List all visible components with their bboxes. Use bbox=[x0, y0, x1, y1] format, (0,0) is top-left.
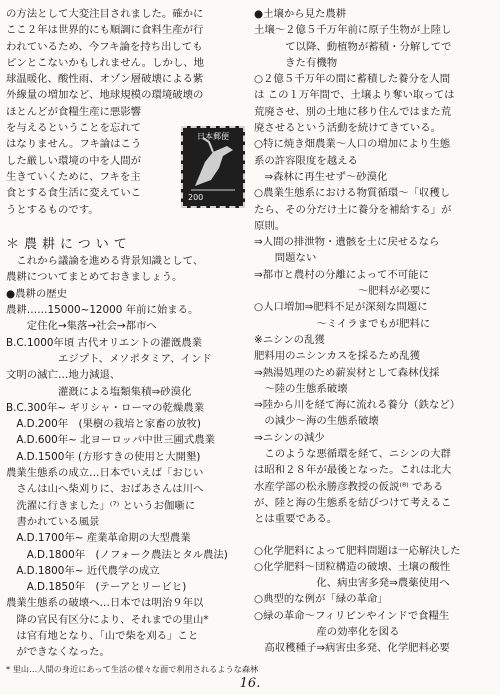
text-line: このような悪循環を経て、ニシンの大群 bbox=[254, 448, 451, 461]
history-line: B.C.1000年頃 古代オリエントの灌漑農業 bbox=[6, 336, 202, 349]
soil-section bbox=[254, 22, 496, 332]
text-line: ここ２年は世界的にも順調に食料生産が行 bbox=[6, 24, 204, 37]
text-line: うとするものです。 bbox=[6, 203, 99, 216]
text-line: ○農業生態系における物質循環～「収穫し bbox=[254, 187, 451, 200]
text-line: ○化学肥料によって肥料問題は一応解決した bbox=[254, 544, 461, 557]
text-line: 問題ない bbox=[254, 252, 317, 265]
history-line: A.D.1850年 (テーアとリービヒ) bbox=[6, 581, 187, 594]
text-line: ○化学肥料～団粒構造の破壊、土壌の酸性 bbox=[254, 560, 451, 573]
text-line: 生きていくために、フキを主 bbox=[6, 170, 141, 183]
section-heading: ●土壌から見た農耕 bbox=[254, 8, 347, 20]
text-line: ⇒ニシンの減少 bbox=[254, 431, 325, 444]
history-heading: ●農耕の歴史 bbox=[6, 287, 68, 300]
right-column bbox=[254, 6, 496, 657]
history-line: は官有地となり、「山で柴を刈る」こと bbox=[6, 629, 199, 642]
history-line: 文明の滅亡…地力減退、 bbox=[6, 369, 121, 382]
text-line: 廃させるという活動を続けてきている。 bbox=[254, 122, 442, 135]
text-line: 産の効率化を図る bbox=[254, 625, 400, 638]
stamp-title: 日本郵便 bbox=[197, 132, 229, 141]
text-line: 水産学部の松永勝彦教授の仮説⁽⁸⁾ である bbox=[254, 480, 444, 493]
footnote: * 里山…人間の身近にあって生活の様々な面で利用されるような森林 bbox=[6, 663, 259, 674]
history-line: A.D.1700年~ 産業革命期の大型農業 bbox=[6, 532, 191, 545]
text-line: 土壌～２億５千万年前に原子生物が上陸し bbox=[254, 24, 452, 37]
text-line: ○２億５千万年の間に蓄積した養分を人間 bbox=[254, 73, 451, 86]
history-line: A.D.200年 (果樹の栽培と家畜の放牧) bbox=[6, 418, 201, 431]
text-line: ○特に焼き畑農業～人口の増加により生態 bbox=[254, 138, 451, 151]
history-line: 降の官民有区分により、それまでの里山* bbox=[6, 613, 209, 626]
text-line: われているため、今フキ論を持ち出しても bbox=[6, 40, 203, 53]
text-line: ○典型的な例が「緑の革命」 bbox=[254, 593, 388, 606]
text-line: 外線量の増加など、地球規模の環境破壊の bbox=[6, 89, 204, 102]
history-line: A.D.1500年 (方形すきの使用と大開墾) bbox=[6, 450, 201, 463]
stamp-value: 200 bbox=[188, 193, 204, 202]
text-line: きた有機物 bbox=[254, 56, 338, 69]
text-line: て以降、動植物が蓄積・分解してで bbox=[254, 40, 452, 53]
section-title: ＊農耕について bbox=[6, 236, 132, 252]
text-line: の方法として大変注目されました。確かに bbox=[6, 8, 204, 20]
history-line: A.D.1800年 (ノフォーク農法とタル農法) bbox=[6, 548, 228, 561]
text-line: 原則。 bbox=[254, 219, 286, 232]
history-line: 洗濯に行きました」⁽⁷⁾ というお伽噺に bbox=[6, 499, 196, 512]
text-line: ○人口増加⇒肥料不足が深刻な問題に bbox=[254, 301, 428, 314]
history-line: 農耕……15000~12000 年前に始まる。 bbox=[6, 304, 199, 317]
history-list bbox=[6, 302, 250, 661]
text-line: ○緑の革命～フィリピンやインドで食糧生 bbox=[254, 609, 450, 622]
history-line: エジプト、メソポタミア、インド bbox=[6, 352, 212, 365]
text-line: ピンとこないかもしれません。しかし、地 bbox=[6, 56, 205, 69]
text-line: が、陸と海の生態系を結びつけて考えるこ bbox=[254, 496, 452, 509]
text-line: これから議論を進める背景知識として、 bbox=[6, 255, 204, 268]
postage-stamp-image bbox=[181, 126, 245, 208]
text-line: ～肥料が必要に bbox=[254, 285, 431, 298]
text-line: 高収穫種子⇒病害虫多発、化学肥料必要 bbox=[254, 642, 450, 655]
history-line: ができなくなった。 bbox=[6, 646, 110, 659]
history-line: A.D.1800年~ 近代農学の成立 bbox=[6, 564, 160, 577]
text-line: はなりません。フキ論はこう bbox=[6, 138, 142, 151]
text-line: ⇒都市と農村の分離によって不可能に bbox=[254, 268, 429, 281]
history-line: さんは山へ柴刈りに、おばあさんは川へ bbox=[6, 483, 204, 496]
text-line: ⇒陸から川を経て海に流れる養分（鉄など） bbox=[254, 399, 461, 412]
text-line: 球温暖化、酸性雨、オゾン層破壊による紫 bbox=[6, 73, 204, 86]
text-line: ほとんどが食糧生産に悪影響 bbox=[6, 105, 142, 118]
text-line: 荒廃させ、別の土地に移り住んではまた荒 bbox=[254, 105, 452, 118]
text-line: の減少～海の生態系破壊 bbox=[254, 415, 379, 428]
text-line: 肥料用のニシンカスを採るため乱獲 bbox=[254, 350, 420, 363]
text-line: 食とする食生活に変えていこ bbox=[6, 187, 142, 200]
history-line: 書かれている風景 bbox=[6, 515, 100, 528]
left-column bbox=[6, 6, 259, 677]
section-heading: ※ニシンの乱獲 bbox=[254, 333, 325, 346]
history-line: A.D.600年~ 北ヨーロッパ中世三圃式農業 bbox=[6, 434, 216, 447]
text-line: 化、病虫害多発⇒農薬使用へ bbox=[254, 577, 450, 590]
text-line: は この１万年間で、土壌より奪い取っては bbox=[254, 89, 455, 102]
text-line: を与えるということを忘れて bbox=[6, 122, 142, 135]
history-line: B.C.300年~ ギリシャ・ローマの乾燥農業 bbox=[6, 401, 205, 414]
history-line: 定住化→集落→社会→都市へ bbox=[6, 320, 157, 333]
text-line: 農耕についてまとめておきましょう。 bbox=[6, 271, 183, 284]
fertilizer-section bbox=[254, 543, 496, 657]
text-line: 系の許容限度を越える bbox=[254, 154, 358, 167]
text-line: とは重要である。 bbox=[254, 513, 338, 526]
text-line: ⇒森林に再生せず～砂漠化 bbox=[254, 170, 388, 183]
text-line: ⇒人間の排泄物・遺骸を土に戻せるなら bbox=[254, 236, 440, 249]
page-number: 16. bbox=[239, 676, 261, 691]
text-line: ～陸の生態系破壊 bbox=[254, 382, 348, 395]
text-line: ⇒熱湯処理のため薪炭材として森林伐採 bbox=[254, 366, 440, 379]
text-line: は昭和２８年が最後となった。これは北大 bbox=[254, 464, 452, 477]
history-line: 農業生態系の成立…日本でいえば「おじい bbox=[6, 467, 204, 480]
text-line: たら、その分だけ土に養分を補給する」が bbox=[254, 203, 452, 216]
history-line: 灌漑による塩類集積⇒砂漠化 bbox=[6, 385, 192, 398]
text-line: した厳しい環境の中を人間が bbox=[6, 154, 142, 167]
history-line: 農業生態系の破壊へ…日本では明治９年以 bbox=[6, 597, 204, 610]
text-line: ～ミイラまでもが肥料に bbox=[254, 317, 431, 330]
herring-section bbox=[254, 348, 496, 527]
